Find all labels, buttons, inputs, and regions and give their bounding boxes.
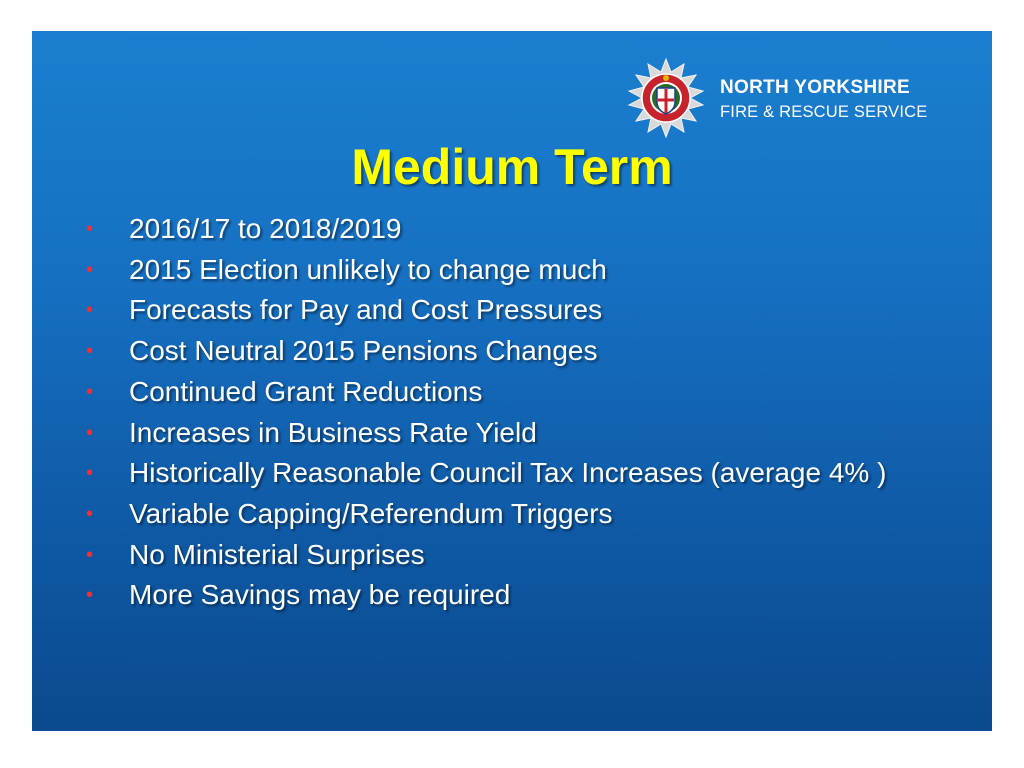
fire-service-badge-icon: [626, 58, 706, 138]
bullet-item: [86, 331, 966, 372]
bullet-text: More Savings may be required: [129, 579, 511, 611]
bullet-icon: •: [86, 299, 94, 322]
bullet-item: [86, 453, 966, 494]
bullet-icon: •: [86, 584, 94, 607]
bullet-icon: •: [86, 380, 94, 403]
slide-title: Medium Term: [351, 139, 673, 195]
bullet-icon: •: [86, 462, 94, 485]
bullet-icon: •: [86, 258, 94, 281]
bullet-text: 2016/17 to 2018/2019: [129, 213, 402, 244]
bullet-icon: •: [86, 421, 94, 444]
bullet-item: [86, 535, 966, 576]
bullet-item: [86, 372, 966, 413]
bullet-text: Historically Reasonable Council Tax Increases (average 4% ): [129, 457, 887, 489]
bullet-list: [86, 209, 966, 616]
bullet-text: Increases in Business Rate Yield: [129, 416, 537, 448]
bullet-icon: •: [86, 218, 94, 240]
bullet-item: [86, 250, 966, 291]
bullet-text: Continued Grant Reductions: [129, 375, 483, 407]
bullet-item: [86, 494, 966, 535]
bullet-item: [86, 290, 966, 331]
bullet-item: [86, 209, 966, 250]
bullet-icon: •: [86, 502, 94, 525]
fire-service-logo: [626, 58, 966, 138]
org-subtitle: FIRE & RESCUE SERVICE: [720, 103, 928, 121]
bullet-text: Variable Capping/Referendum Triggers: [129, 497, 613, 529]
bullet-text: No Ministerial Surprises: [129, 538, 425, 570]
slide: [32, 31, 992, 731]
bullet-item: [86, 413, 966, 454]
bullet-text: Cost Neutral 2015 Pensions Changes: [129, 335, 598, 367]
bullet-text: 2015 Election unlikely to change much: [129, 253, 607, 285]
bullet-item: [86, 575, 966, 616]
bullet-icon: •: [86, 340, 94, 363]
bullet-icon: •: [86, 543, 94, 566]
bullet-text: Forecasts for Pay and Cost Pressures: [129, 294, 603, 326]
org-name: NORTH YORKSHIRE: [720, 77, 910, 98]
